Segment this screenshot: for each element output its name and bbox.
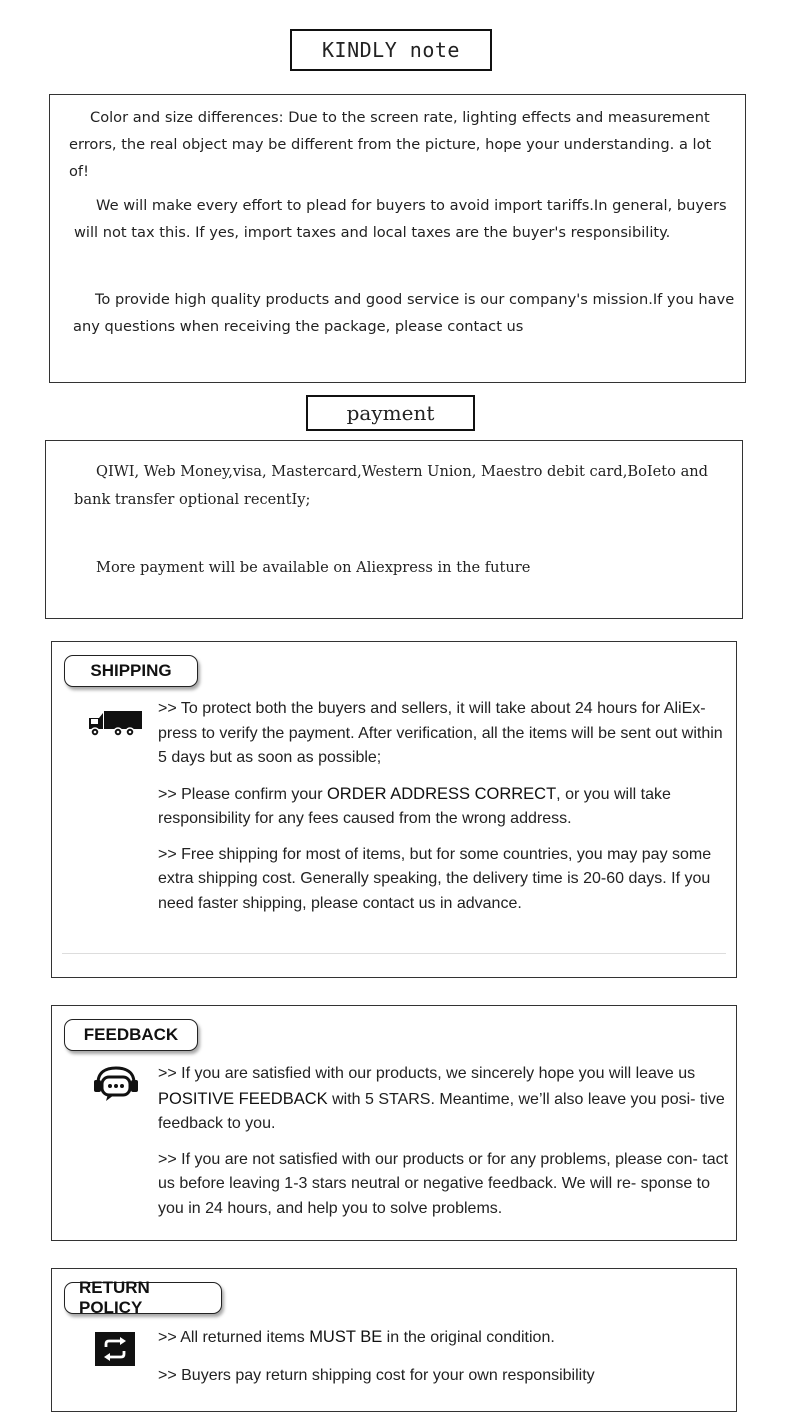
- positive-feedback-emphasis: POSITIVE FEEDBACK: [158, 1089, 328, 1108]
- return-policy-label: RETURN POLICY: [64, 1282, 222, 1314]
- shipping-text: [158, 697, 730, 916]
- truck-icon: [87, 709, 143, 744]
- feedback-positive-text: >> If you are satisfied with our products, we sincerely hope you will leave us POSITIVE FEEDBACK with 5 STARS. Meantime, we’ll also leave you posi- tive feedback to you.: [158, 1065, 725, 1132]
- feedback-label: FEEDBACK: [64, 1019, 198, 1051]
- shipping-divider: [62, 953, 726, 954]
- shipping-label: SHIPPING: [64, 655, 198, 687]
- must-be-emphasis: MUST BE: [309, 1328, 383, 1346]
- feedback-problem-text: >> If you are not satisfied with our products or for any problems, please con- tact us before leaving 1-3 stars neutral or negative feedback. We will re- sponse to you in 24 hours, and help you to solve problems.: [158, 1150, 729, 1217]
- shipping-address-text: >> Please confirm your ORDER ADDRESS CORRECT, or you will take responsibility for any fees caused from the wrong address.: [158, 784, 671, 827]
- shipping-free-text: >> Free shipping for most of items, but for some countries, you may pay some extra shipping cost. Generally speaking, the delivery time is 20-60 days. If you need faster shipping, please contact us in advance.: [158, 845, 712, 912]
- return-condition-text: >> All returned items MUST BE in the original condition.: [158, 1328, 555, 1346]
- feedback-section: [51, 1005, 737, 1241]
- import-tariff-note: We will make every effort to plead for buyers to avoid import tariffs.In general, buyers will not tax this. If yes, import taxes and local taxes are the buyer's responsibility.: [74, 197, 727, 241]
- payment-box: [45, 440, 743, 619]
- return-policy-section: [51, 1268, 737, 1412]
- color-size-note: Color and size differences: Due to the screen rate, lighting effects and measurement errors, the real object may be different from the picture, hope your understanding. a lot of!: [69, 109, 712, 180]
- kindly-note-title: KINDLY note: [290, 29, 492, 71]
- return-icon: [95, 1332, 135, 1371]
- payment-methods-text: QIWI, Web Money,visa, Mastercard,Western Union, Maestro debit card,BoIeto and bank transfer optional recentIy;: [74, 463, 709, 508]
- order-address-emphasis: ORDER ADDRESS CORRECT: [326, 784, 557, 803]
- shipping-section: [51, 641, 737, 978]
- payment-title: payment: [306, 395, 475, 431]
- chat-icon: [91, 1066, 141, 1111]
- shipping-verify-text: >> To protect both the buyers and sellers, it will take about 24 hours for AliEx- press to verify the payment. After verification, all the items will be sent out within 5 days but as soon as possible;: [158, 700, 723, 766]
- feedback-text: [158, 1062, 730, 1221]
- return-policy-text: [158, 1325, 730, 1388]
- kindly-note-box: [49, 94, 746, 383]
- service-mission-note: To provide high quality products and good service is our company's mission.If you have any questions when receiving the package, please contact us: [73, 291, 735, 335]
- return-shipping-cost-text: >> Buyers pay return shipping cost for your own responsibility: [158, 1366, 595, 1384]
- future-payment-text: More payment will be available on Aliexpress in the future: [96, 559, 531, 576]
